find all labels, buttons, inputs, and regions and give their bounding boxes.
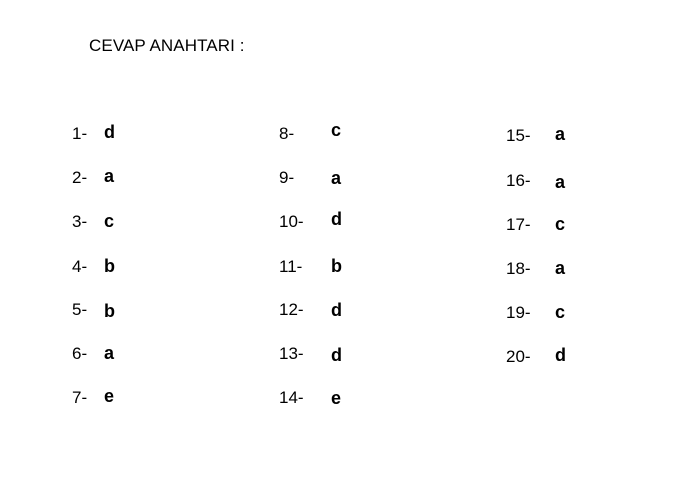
answer-letter: d (331, 345, 342, 365)
question-number: 2- (72, 168, 88, 187)
question-number: 13- (279, 344, 304, 363)
question-number: 17- (506, 215, 531, 234)
question-number: 20- (506, 347, 531, 366)
answer-letter: a (555, 258, 566, 278)
answer-letter: d (104, 122, 115, 142)
answer-letter: a (331, 168, 342, 188)
question-number: 14- (279, 388, 304, 407)
answer-letter: d (555, 345, 566, 365)
question-number: 15- (506, 126, 531, 145)
question-number: 12- (279, 300, 304, 319)
answer-letter: a (104, 166, 115, 186)
question-number: 8- (279, 124, 295, 143)
question-number: 4- (72, 257, 88, 276)
answer-letter: c (555, 302, 566, 322)
question-number: 6- (72, 344, 88, 363)
question-number: 10- (279, 212, 304, 231)
answer-letter: e (104, 386, 115, 406)
question-number: 18- (506, 259, 531, 278)
answer-letter: b (331, 256, 342, 276)
answer-letter: d (331, 300, 342, 320)
answer-letter: a (104, 343, 115, 363)
answer-letter: b (104, 301, 115, 321)
question-number: 11- (279, 257, 303, 276)
page-title: CEVAP ANAHTARI : (89, 36, 245, 55)
question-number: 1- (72, 124, 88, 143)
answer-letter: c (331, 120, 342, 140)
question-number: 9- (279, 168, 295, 187)
question-number: 5- (72, 300, 88, 319)
answer-letter: c (555, 214, 566, 234)
question-number: 3- (72, 212, 88, 231)
answer-letter: b (104, 256, 115, 276)
answer-letter: a (555, 124, 566, 144)
question-number: 7- (72, 388, 88, 407)
question-number: 19- (506, 303, 531, 322)
answer-letter: d (331, 209, 342, 229)
answer-letter: c (104, 211, 115, 231)
question-number: 16- (506, 171, 531, 190)
answer-letter: a (555, 172, 566, 192)
answer-letter: e (331, 388, 342, 408)
